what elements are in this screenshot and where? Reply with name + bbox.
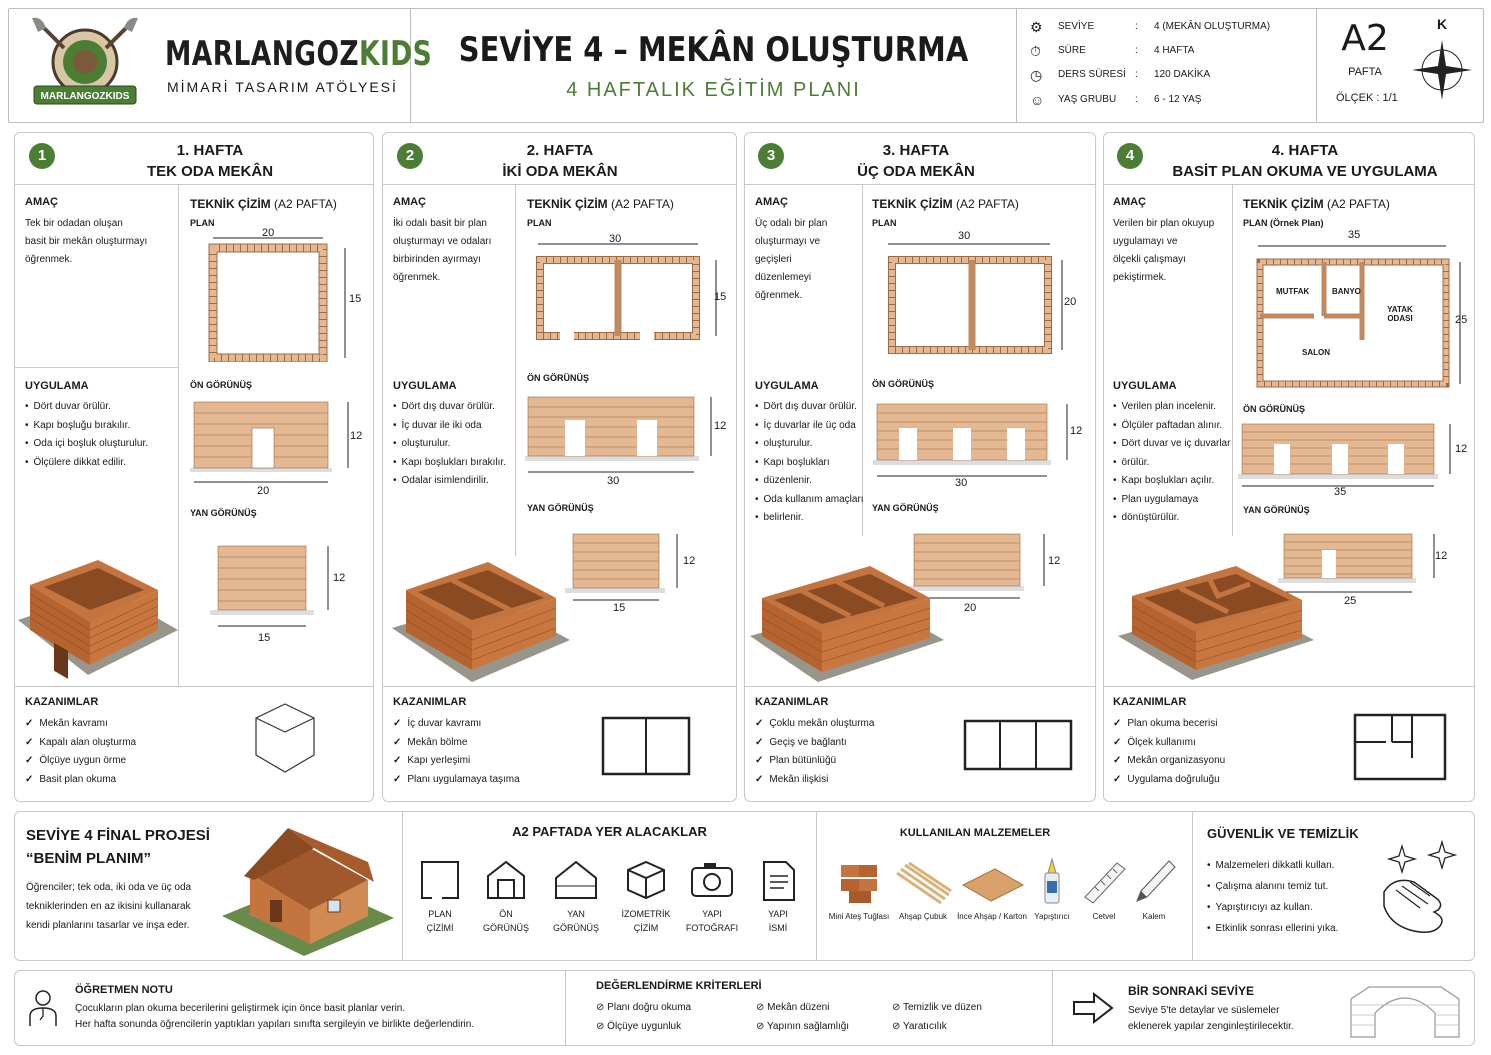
week-2-title: 2. HAFTA İKİ ODA MEKÂN bbox=[502, 142, 618, 180]
week-2-side-height: 12 bbox=[683, 555, 696, 567]
week-4-plan-height: 25 bbox=[1455, 314, 1468, 326]
plan-label: PLAN (Örnek Plan) bbox=[1243, 218, 1324, 228]
plan-label: PLAN bbox=[527, 218, 552, 228]
four-room-plan-icon bbox=[1352, 712, 1448, 782]
page-title: SEVİYE 4 – MEKÂN OLUŞTURMA bbox=[458, 30, 969, 70]
side-view-label: YAN GÖRÜNÜŞ bbox=[872, 503, 939, 513]
week-2-model-image bbox=[392, 540, 572, 686]
amac-label: AMAÇ bbox=[393, 196, 426, 208]
gear-icon: ⚙ bbox=[1030, 19, 1043, 35]
check-circle-icon: ⊘ bbox=[596, 1021, 605, 1032]
check-circle-icon: ⊘ bbox=[596, 1002, 605, 1013]
a2-item: YAPI İSMİ bbox=[746, 858, 810, 935]
week-4-front-height: 12 bbox=[1455, 443, 1468, 455]
plan-label: PLAN bbox=[872, 218, 897, 228]
teacher-note-title: ÖĞRETMEN NOTU bbox=[75, 984, 173, 996]
teknik-label: TEKNİK ÇİZİM (A2 PAFTA) bbox=[190, 197, 337, 211]
check-circle-icon: ⊘ bbox=[756, 1021, 765, 1032]
sheet-size: A2 bbox=[1341, 18, 1389, 59]
board-icon bbox=[957, 855, 1027, 907]
week-4-model-image bbox=[1118, 560, 1318, 682]
teknik-label: TEKNİK ÇİZİM (A2 PAFTA) bbox=[527, 197, 674, 211]
material-item: Yapıştırıcı bbox=[1024, 855, 1080, 921]
material-item: Mini Ateş Tuğlası bbox=[822, 855, 896, 921]
week-2-number: 2 bbox=[397, 143, 423, 169]
materials-list bbox=[822, 855, 1188, 945]
week-3-plan-width: 30 bbox=[958, 230, 971, 242]
amac-label: AMAÇ bbox=[1113, 196, 1146, 208]
criteria-item: ⊘ Yaratıcılık bbox=[892, 1021, 947, 1032]
week-4-title: 4. HAFTA BASİT PLAN OKUMA VE UYGULAMA bbox=[1172, 142, 1438, 180]
logo-emblem bbox=[24, 14, 146, 114]
safety-list: • Malzemeleri dikkatli kullan. • Çalışma alanını temiz tut. • Yapıştırıcıyı az kullan. • Etkinlik sonrası ellerini yıka. bbox=[1207, 855, 1338, 939]
north-label: K bbox=[1437, 16, 1448, 32]
week-1-plan-height: 15 bbox=[349, 293, 362, 305]
week-4-front-drawing bbox=[1238, 418, 1468, 498]
week-4-side-height: 12 bbox=[1435, 550, 1448, 562]
uygulama-label: UYGULAMA bbox=[1113, 380, 1177, 392]
criteria-item: ⊘ Mekân düzeni bbox=[756, 1002, 830, 1013]
week-3-side-width: 20 bbox=[964, 602, 977, 614]
week-2-outcomes: ✓ İç duvar kavramı ✓ Mekân bölme ✓ Kapı yerleşimi ✓ Planı uygulamaya taşıma bbox=[393, 715, 520, 789]
material-item: Ahşap Çubuk bbox=[888, 855, 958, 921]
uygulama-label: UYGULAMA bbox=[393, 380, 457, 392]
next-level-text: Seviye 5'te detaylar ve süslemeler eklenerek yapılar zenginleştirilecektir. bbox=[1128, 1005, 1294, 1032]
camera-icon bbox=[688, 858, 736, 902]
a2-item: YAPI FOTOĞRAFI bbox=[680, 858, 744, 935]
info-row: ⚙ SEVİYE : 4 (MEKÂN OLUŞTURMA) bbox=[1030, 16, 1310, 38]
week-1-front-drawing bbox=[190, 398, 363, 493]
week-1-front-width: 20 bbox=[257, 485, 270, 497]
week-1-title: 1. HAFTA TEK ODA MEKÂN bbox=[146, 142, 274, 180]
criteria-item: ⊘ Planı doğru okuma bbox=[596, 1002, 692, 1013]
plan-drawing-icon bbox=[416, 858, 464, 902]
materials-title: KULLANILAN MALZEMELER bbox=[899, 827, 1051, 839]
info-row: ◷ DERS SÜRESİ : 120 DAKİKA bbox=[1030, 64, 1310, 86]
week-4-plan-drawing bbox=[1250, 240, 1470, 390]
week-1-model-image bbox=[18, 530, 180, 680]
week-2-goal: İki odalı basit bir plan oluşturmayı ve odaları birbirinden ayırmayı öğrenmek. bbox=[393, 218, 492, 283]
scale-label: ÖLÇEK : 1/1 bbox=[1336, 92, 1398, 104]
week-2-front-height: 12 bbox=[714, 420, 727, 432]
week-3-side-height: 12 bbox=[1048, 555, 1061, 567]
teknik-label: TEKNİK ÇİZİM (A2 PAFTA) bbox=[1243, 197, 1390, 211]
week-2-side-drawing bbox=[565, 530, 695, 610]
three-room-plan-icon bbox=[962, 718, 1074, 772]
a2-contents-title: A2 PAFTADA YER ALACAKLAR bbox=[512, 824, 707, 839]
criteria-item: ⊘ Yapının sağlamlığı bbox=[756, 1021, 850, 1032]
side-view-label: YAN GÖRÜNÜŞ bbox=[190, 508, 257, 518]
week-3-plan-drawing bbox=[880, 236, 1070, 358]
page-subtitle: 4 HAFTALIK EĞİTİM PLANI bbox=[566, 79, 861, 101]
week-1-front-height: 12 bbox=[350, 430, 363, 442]
stopwatch-icon: ⏱ bbox=[1030, 43, 1041, 59]
brick-icon bbox=[829, 855, 889, 907]
week-1-plan-width: 20 bbox=[262, 227, 275, 239]
kazanimlar-label: KAZANIMLAR bbox=[393, 696, 467, 708]
final-project-text: Öğrenciler; tek oda, iki oda ve üç oda tekniklerinden en az ikisini kullanarak kendi planlarını tasarlar ve inşa eder. bbox=[26, 882, 192, 931]
ruler-icon bbox=[1079, 855, 1129, 907]
room-kitchen: MUTFAK bbox=[1276, 287, 1310, 296]
side-view-label: YAN GÖRÜNÜŞ bbox=[527, 503, 594, 513]
week-4-side-width: 25 bbox=[1344, 595, 1357, 607]
week-4-outcomes: ✓ Plan okuma becerisi ✓ Ölçek kullanımı ✓ Mekân organizasyonu ✓ Uygulama doğruluğu bbox=[1113, 715, 1225, 789]
week-4-steps: • Verilen plan incelenir. • Ölçüler paftadan alınır. • Dört duvar ve iç duvarlar • örülür. • Kapı boşlukları açılır. • Plan uygulamaya • dönüştürülür. bbox=[1113, 398, 1230, 528]
two-room-plan-icon bbox=[600, 715, 692, 777]
week-1-goal: Tek bir odadan oluşan basit bir mekân oluşturmayı öğrenmek. bbox=[25, 218, 148, 265]
a2-item: ÖN GÖRÜNÜŞ bbox=[474, 858, 538, 935]
week-1-side-width: 15 bbox=[258, 632, 271, 644]
info-row: ⏱ SÜRE : 4 HAFTA bbox=[1030, 40, 1310, 62]
amac-label: AMAÇ bbox=[755, 196, 788, 208]
criteria-item: ⊘ Temizlik ve düzen bbox=[892, 1002, 982, 1013]
logo-text: MARLANGOZKIDS bbox=[40, 91, 130, 102]
week-3-front-drawing bbox=[873, 400, 1073, 492]
front-view-label: ÖN GÖRÜNÜŞ bbox=[527, 373, 590, 383]
check-circle-icon: ⊘ bbox=[892, 1002, 901, 1013]
compass-icon bbox=[1410, 38, 1474, 102]
week-2-plan-drawing bbox=[530, 236, 730, 346]
isometric-icon bbox=[622, 858, 670, 902]
front-view-icon bbox=[482, 858, 530, 902]
week-1-side-drawing bbox=[210, 540, 340, 630]
side-view-label: YAN GÖRÜNÜŞ bbox=[1243, 505, 1310, 515]
uygulama-label: UYGULAMA bbox=[25, 380, 89, 392]
safety-title: GÜVENLİK VE TEMİZLİK bbox=[1207, 826, 1359, 841]
week-2-side-width: 15 bbox=[613, 602, 626, 614]
week-3-title: 3. HAFTA ÜÇ ODA MEKÂN bbox=[857, 142, 975, 180]
house-model-image bbox=[218, 818, 396, 958]
week-2-front-width: 30 bbox=[607, 475, 620, 487]
arrow-right-icon bbox=[1070, 990, 1116, 1026]
week-2-plan-height: 15 bbox=[714, 291, 727, 303]
teacher-note-text: Çocukların plan okuma becerilerini geliştirmek için önce basit planlar verin. Her hafta sonunda öğrencilerin yaptıkları yapıları sınıfta sergileyin ve birlikte değerlendirin. bbox=[75, 1003, 475, 1030]
criteria-item: ⊘ Ölçüye uygunluk bbox=[596, 1021, 682, 1032]
teacher-icon bbox=[28, 988, 58, 1028]
week-3-front-height: 12 bbox=[1070, 425, 1083, 437]
room-bath: BANYO bbox=[1332, 287, 1361, 296]
week-2-front-drawing bbox=[525, 392, 715, 484]
week-3-number: 3 bbox=[758, 143, 784, 169]
week-3-steps: • Dört dış duvar örülür. • İç duvarlar ile üç oda • oluşturulur. • Kapı boşlukları • düzenlenir. • Oda kullanım amaçları • belirlenir. bbox=[755, 398, 864, 528]
material-item: Kalem bbox=[1126, 855, 1182, 921]
week-1-outcomes: ✓ Mekân kavramı ✓ Kapalı alan oluşturma ✓ Ölçüye uygun örme ✓ Basit plan okuma bbox=[25, 715, 136, 789]
final-project-title: SEVİYE 4 FİNAL PROJESİ “BENİM PLANIM” bbox=[26, 827, 210, 867]
week-1-plan-drawing bbox=[205, 230, 365, 362]
info-row: ☺ YAŞ GRUBU : 6 - 12 YAŞ bbox=[1030, 89, 1310, 111]
front-view-label: ÖN GÖRÜNÜŞ bbox=[1243, 404, 1306, 414]
pencil-icon bbox=[1129, 855, 1179, 907]
teknik-label: TEKNİK ÇİZİM (A2 PAFTA) bbox=[872, 197, 1019, 211]
check-circle-icon: ⊘ bbox=[756, 1002, 765, 1013]
clock-icon: ◷ bbox=[1030, 67, 1043, 83]
week-1-steps: • Dört duvar örülür. • Kapı boşluğu bırakılır. • Oda içi boşluk oluşturulur. • Ölçülere dikkat edilir. bbox=[25, 398, 148, 472]
week-4-number: 4 bbox=[1117, 143, 1143, 169]
kazanimlar-label: KAZANIMLAR bbox=[755, 696, 829, 708]
material-item: Cetvel bbox=[1076, 855, 1132, 921]
kazanimlar-label: KAZANIMLAR bbox=[1113, 696, 1187, 708]
week-1-side-height: 12 bbox=[333, 572, 346, 584]
week-3-plan-height: 20 bbox=[1064, 296, 1077, 308]
criteria-title: DEĞERLENDİRME KRİTERLERİ bbox=[596, 980, 762, 992]
front-view-label: ÖN GÖRÜNÜŞ bbox=[190, 380, 253, 390]
a2-item: PLAN ÇİZİMİ bbox=[408, 858, 472, 935]
a2-item: YAN GÖRÜNÜŞ bbox=[544, 858, 608, 935]
check-circle-icon: ⊘ bbox=[892, 1021, 901, 1032]
uygulama-label: UYGULAMA bbox=[755, 380, 819, 392]
material-item: İnce Ahşap / Karton bbox=[950, 855, 1034, 921]
week-4-front-width: 35 bbox=[1334, 486, 1347, 498]
week-2-plan-width: 30 bbox=[609, 233, 622, 245]
week-2-steps: • Dört dış duvar örülür. • İç duvar ile iki oda • oluşturulur. • Kapı boşlukları bırakılır. • Odalar isimlendirilir. bbox=[393, 398, 506, 491]
cube-icon bbox=[252, 700, 318, 780]
week-3-model-image bbox=[750, 556, 946, 686]
glue-icon bbox=[1032, 855, 1072, 907]
side-view-icon bbox=[552, 858, 600, 902]
front-view-label: ÖN GÖRÜNÜŞ bbox=[872, 379, 935, 389]
week-3-front-width: 30 bbox=[955, 477, 968, 489]
wood-stick-icon bbox=[893, 855, 953, 907]
amac-label: AMAÇ bbox=[25, 196, 58, 208]
hand-wash-icon bbox=[1376, 830, 1464, 948]
week-1-number: 1 bbox=[29, 143, 55, 169]
brand-subtitle: MİMARİ TASARIM ATÖLYESİ bbox=[167, 79, 398, 95]
week-3-goal: Üç odalı bir plan oluşturmayı ve geçişleri düzenlemeyi öğrenmek. bbox=[755, 218, 828, 301]
plan-label: PLAN bbox=[190, 218, 215, 228]
week-4-goal: Verilen bir plan okuyup uygulamayı ve ölçekli çalışmayı pekiştirmek. bbox=[1113, 218, 1215, 283]
sheet-label: PAFTA bbox=[1348, 66, 1382, 78]
next-level-title: BİR SONRAKİ SEVİYE bbox=[1128, 984, 1255, 998]
brand-name: MARLANGOZKIDS bbox=[165, 34, 433, 74]
room-bedroom: YATAK ODASI bbox=[1387, 305, 1413, 323]
document-icon bbox=[754, 858, 802, 902]
room-salon: SALON bbox=[1302, 348, 1330, 357]
kazanimlar-label: KAZANIMLAR bbox=[25, 696, 99, 708]
group-icon: ☺ bbox=[1030, 92, 1045, 108]
a2-item: İZOMETRİK ÇİZİM bbox=[614, 858, 678, 935]
arch-sketch-icon bbox=[1345, 975, 1465, 1041]
a2-items bbox=[408, 858, 808, 948]
week-3-outcomes: ✓ Çoklu mekân oluşturma ✓ Geçiş ve bağlantı ✓ Plan bütünlüğü ✓ Mekân ilişkisi bbox=[755, 715, 874, 789]
week-4-plan-width: 35 bbox=[1348, 229, 1361, 241]
